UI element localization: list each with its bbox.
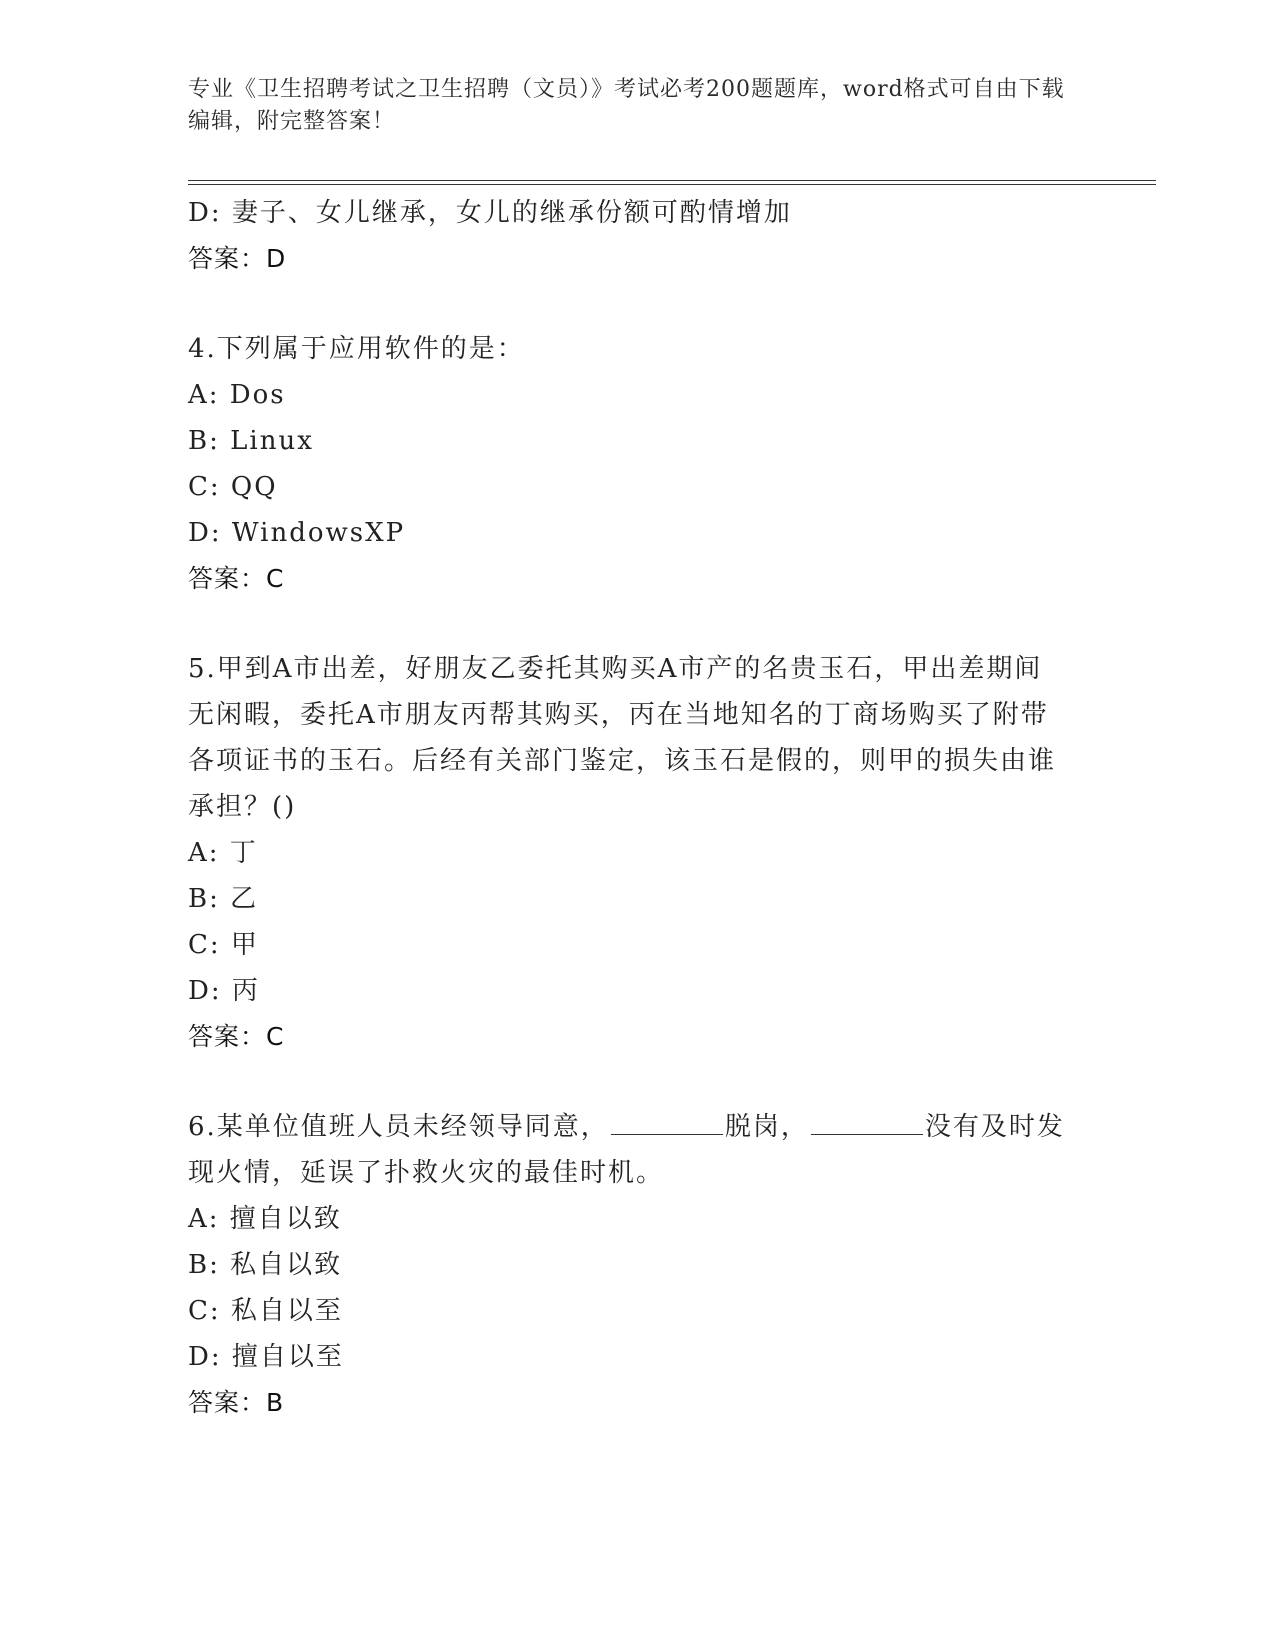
stem-text-part-1: 6.某单位值班人员未经领导同意，: [188, 1112, 609, 1142]
fill-in-blank-1: [611, 1114, 723, 1135]
document-header: 专业《卫生招聘考试之卫生招聘（文员）》考试必考200题题库，word格式可自由下载编辑，附完整答案！: [188, 77, 1065, 134]
option-b: B: Linux: [188, 426, 314, 456]
option-b: B: 乙: [188, 884, 259, 914]
question-5: [188, 646, 1068, 1060]
fill-in-blank-2: [811, 1114, 923, 1135]
question-4: [188, 326, 1068, 602]
question-6: [188, 1104, 1068, 1426]
question-content: [188, 190, 1068, 1426]
option-a: A: 擅自以致: [188, 1204, 342, 1234]
option-b: B: 私自以致: [188, 1250, 343, 1280]
header-divider-top: [188, 180, 1156, 181]
option-d: D: 丙: [188, 976, 260, 1006]
option-d: D: 擅自以至: [188, 1342, 344, 1372]
option-c: C: QQ: [188, 472, 278, 502]
question-stem: 4.下列属于应用软件的是：: [188, 334, 525, 364]
option-c: C: 甲: [188, 930, 259, 960]
option-a: A: 丁: [188, 838, 258, 868]
answer-line: 答案：C: [188, 564, 285, 593]
option-a: A: Dos: [188, 380, 286, 410]
stem-text-part-2: 脱岗，: [724, 1112, 809, 1142]
stem-text-part-3: 没有及时发现火情，延误了扑救火灾的最佳时机。: [188, 1112, 1065, 1188]
option-d: D: 妻子、女儿继承，女儿的继承份额可酌情增加: [188, 198, 792, 228]
header-divider-bottom: [188, 184, 1156, 185]
option-d: D: WindowsXP: [188, 518, 406, 548]
previous-question-tail: [188, 190, 1068, 282]
answer-line: 答案：C: [188, 1022, 285, 1051]
option-c: C: 私自以至: [188, 1296, 343, 1326]
answer-line: 答案：B: [188, 1388, 285, 1417]
answer-line: 答案：D: [188, 244, 287, 273]
question-stem: 5.甲到A市出差，好朋友乙委托其购买A市产的名贵玉石，甲出差期间无闲暇，委托A市朋友丙帮其购买，丙在当地知名的丁商场购买了附带各项证书的玉石。后经有关部门鉴定，该玉石是假的，则甲的损失由谁承担？(): [188, 654, 1057, 822]
question-stem: [188, 1104, 1068, 1196]
